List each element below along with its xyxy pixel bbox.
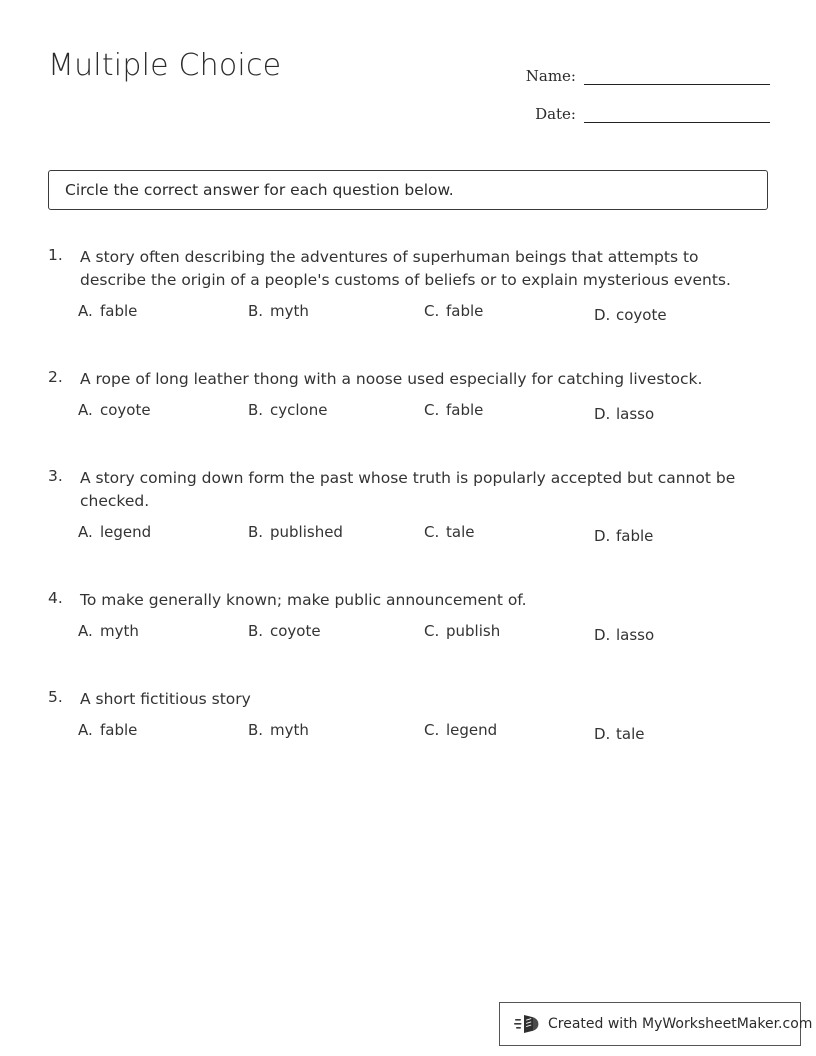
- question-line: [0, 467, 816, 513]
- option-label: coyote: [100, 401, 151, 419]
- option-label: lasso: [616, 626, 655, 644]
- footer-badge[interactable]: [499, 1002, 813, 1046]
- answer-option[interactable]: [248, 622, 321, 640]
- date-row: [498, 88, 770, 126]
- question-text: A rope of long leather thong with a noose used especially for catching livestock.: [80, 370, 703, 388]
- name-input-line[interactable]: [584, 84, 770, 85]
- option-letter: C.: [424, 401, 440, 419]
- worksheet-maker-logo-icon: [514, 1012, 540, 1036]
- option-letter: D.: [594, 405, 611, 423]
- option-label: myth: [100, 622, 139, 640]
- answer-option[interactable]: [78, 622, 139, 640]
- option-letter: B.: [248, 622, 264, 640]
- footer-badge-text: Created with MyWorksheetMaker.com: [548, 1016, 813, 1032]
- option-label: fable: [100, 302, 138, 320]
- answer-option[interactable]: [248, 523, 343, 541]
- option-letter: C.: [424, 523, 440, 541]
- instruction-text: Circle the correct answer for each question below.: [65, 181, 454, 199]
- option-row: [0, 302, 816, 344]
- answer-option[interactable]: [248, 721, 309, 739]
- option-letter: A.: [78, 721, 93, 739]
- option-letter: D.: [594, 527, 611, 545]
- question-block: [0, 368, 816, 443]
- option-label: lasso: [616, 405, 655, 423]
- instruction-box: [48, 170, 768, 210]
- answer-option[interactable]: [424, 523, 474, 541]
- option-letter: A.: [78, 302, 93, 320]
- option-label: fable: [100, 721, 138, 739]
- option-label: cyclone: [270, 401, 328, 419]
- answer-option[interactable]: [594, 405, 654, 423]
- question-line: [0, 368, 816, 391]
- name-date-fields: [498, 50, 770, 126]
- option-label: tale: [446, 523, 475, 541]
- option-letter: C.: [424, 622, 440, 640]
- date-label: Date:: [535, 105, 576, 123]
- option-letter: C.: [424, 721, 440, 739]
- option-row: [0, 401, 816, 443]
- question-block: [0, 467, 816, 565]
- answer-option[interactable]: [78, 721, 137, 739]
- option-label: legend: [100, 523, 152, 541]
- answer-option[interactable]: [424, 302, 483, 320]
- option-label: fable: [446, 302, 484, 320]
- answer-option[interactable]: [78, 523, 151, 541]
- answer-option[interactable]: [424, 721, 497, 739]
- answer-option[interactable]: [424, 401, 483, 419]
- option-label: myth: [270, 721, 309, 739]
- option-label: myth: [270, 302, 309, 320]
- question-text: A story coming down form the past whose truth is popularly accepted but cannot be checked.: [80, 469, 736, 510]
- question-text: A short fictitious story: [80, 690, 251, 708]
- option-letter: B.: [248, 721, 264, 739]
- option-letter: B.: [248, 523, 264, 541]
- question-number: 1.: [48, 246, 63, 264]
- answer-option[interactable]: [248, 302, 309, 320]
- name-label: Name:: [525, 67, 576, 85]
- option-letter: B.: [248, 401, 264, 419]
- option-label: coyote: [616, 306, 667, 324]
- option-row: [0, 622, 816, 664]
- option-letter: D.: [594, 725, 611, 743]
- option-letter: A.: [78, 622, 93, 640]
- question-block: [0, 246, 816, 344]
- answer-option[interactable]: [594, 725, 644, 743]
- question-line: [0, 246, 816, 292]
- answer-option[interactable]: [594, 306, 667, 324]
- question-block: [0, 589, 816, 664]
- question-text: To make generally known; make public announcement of.: [80, 591, 527, 609]
- question-line: [0, 688, 816, 711]
- question-number: 4.: [48, 589, 63, 607]
- question-list: [0, 246, 816, 787]
- option-letter: D.: [594, 306, 611, 324]
- answer-option[interactable]: [594, 626, 654, 644]
- option-row: [0, 523, 816, 565]
- answer-option[interactable]: [78, 401, 151, 419]
- option-label: legend: [446, 721, 498, 739]
- option-letter: A.: [78, 523, 93, 541]
- page-title: Multiple Choice: [48, 48, 282, 83]
- name-row: [498, 50, 770, 88]
- option-label: published: [270, 523, 343, 541]
- question-block: [0, 688, 816, 763]
- option-label: fable: [446, 401, 484, 419]
- option-label: tale: [616, 725, 645, 743]
- answer-option[interactable]: [78, 302, 137, 320]
- option-letter: A.: [78, 401, 93, 419]
- question-number: 3.: [48, 467, 63, 485]
- question-line: [0, 589, 816, 612]
- answer-option[interactable]: [424, 622, 500, 640]
- question-number: 2.: [48, 368, 63, 386]
- question-number: 5.: [48, 688, 63, 706]
- worksheet-header: [0, 0, 816, 140]
- answer-option[interactable]: [594, 527, 653, 545]
- question-text: A story often describing the adventures of superhuman beings that attempts to describe the origin of a people's customs of beliefs or to explain mysterious events.: [80, 248, 731, 289]
- date-input-line[interactable]: [584, 122, 770, 123]
- option-label: publish: [446, 622, 501, 640]
- option-letter: B.: [248, 302, 264, 320]
- option-letter: C.: [424, 302, 440, 320]
- option-letter: D.: [594, 626, 611, 644]
- option-label: coyote: [270, 622, 321, 640]
- answer-option[interactable]: [248, 401, 327, 419]
- option-row: [0, 721, 816, 763]
- option-label: fable: [616, 527, 654, 545]
